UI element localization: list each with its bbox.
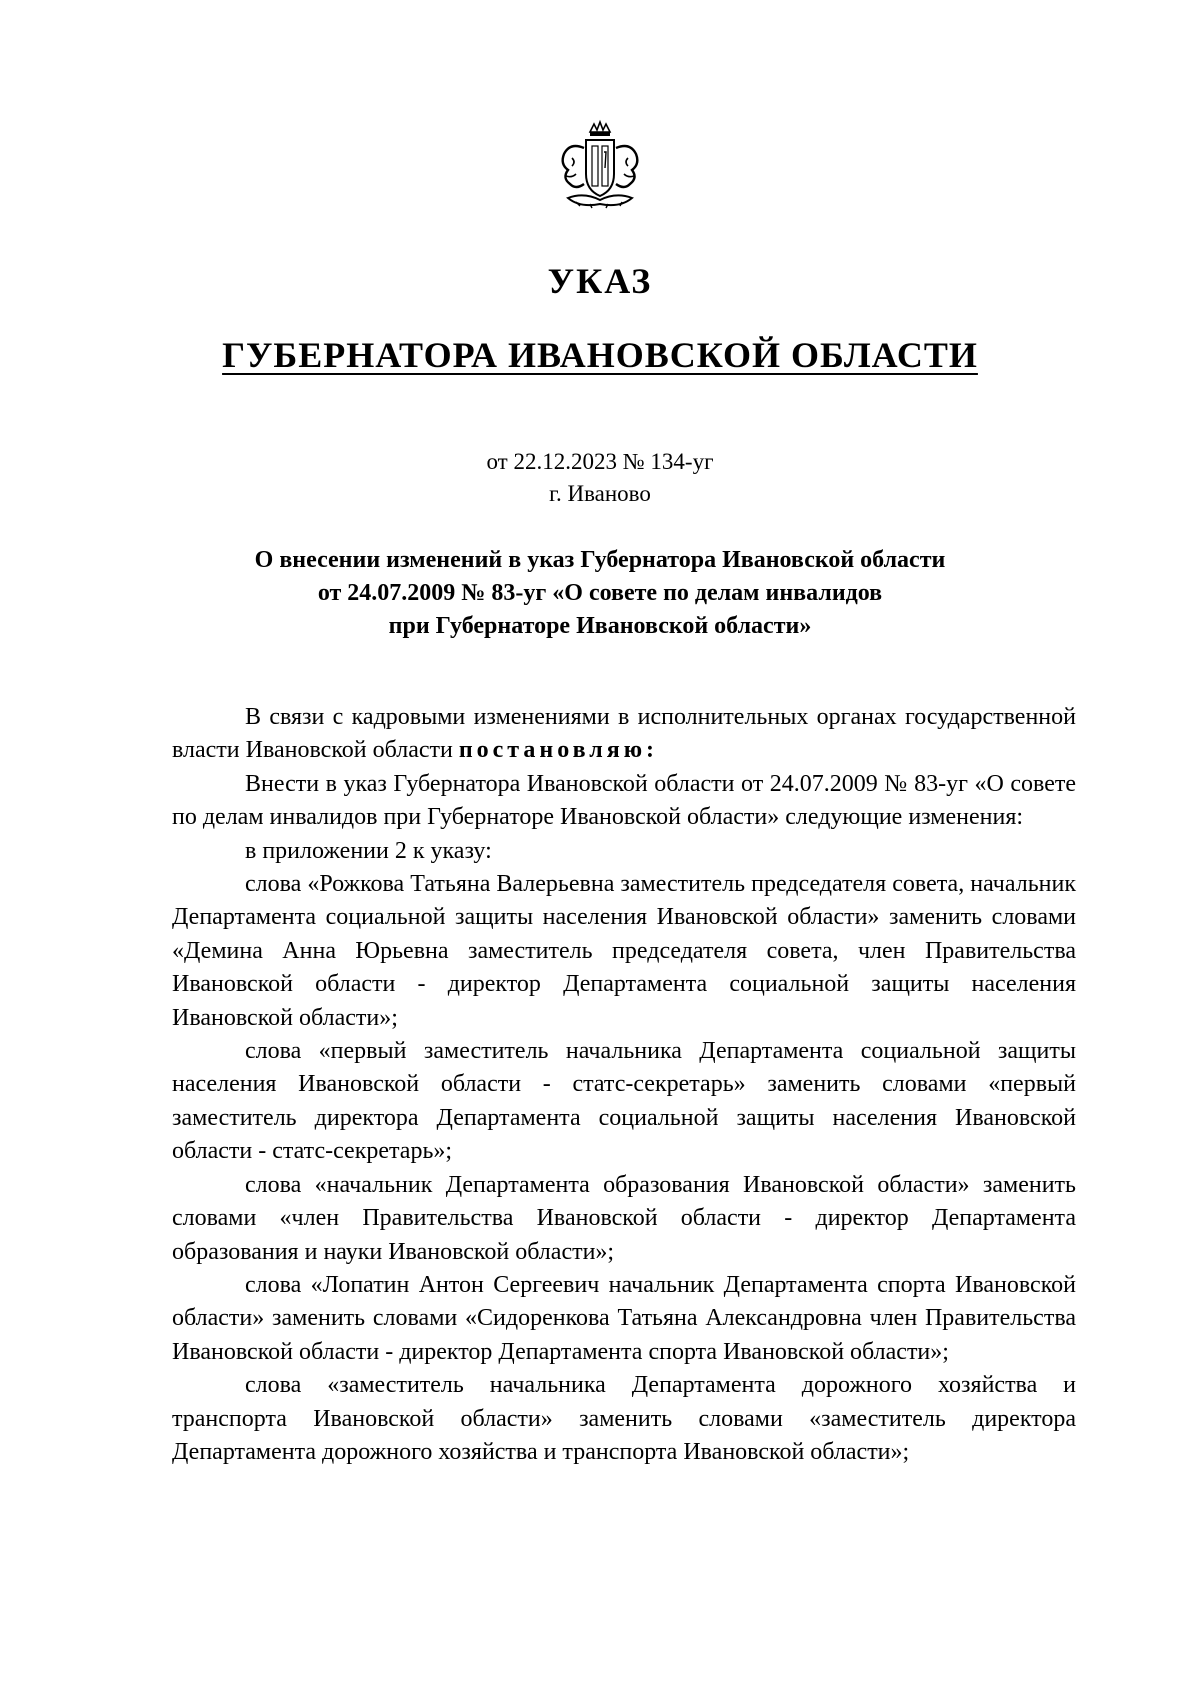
preamble-paragraph [172,701,1076,768]
issuing-authority-title [0,337,1200,373]
body-paragraph: в приложении 2 к указу: [245,837,492,864]
body-paragraph: слова «заместитель начальника Департамента дорожного хозяйства и транспорта Ивановской области» заменить словами «заместитель директора Департамента дорожного хозяйства и транспорта Ивановской области»; [172,1372,1076,1465]
body-paragraph: слова «начальник Департамента образования Ивановской области» заменить словами «член Правительства Ивановской области - директор Департамента образования и науки Ивановской области»; [172,1171,1076,1265]
heading-line: от 24.07.2009 № 83-уг «О совете по делам инвалидов [317,580,883,606]
decree-word: постановляю: [458,737,659,764]
issuing-authority-text: ГУБЕРНАТОРА ИВАНОВСКОЙ ОБЛАСТИ [222,335,978,375]
preamble-text: В связи с кадровыми изменениями в исполнительных органах государственной власти Ивановской области [172,704,1076,764]
heading-line: О внесении изменений в указ Губернатора Ивановской области [254,547,946,573]
heading-line: при Губернаторе Ивановской области» [388,613,812,639]
document-type-title: УКАЗ [547,261,653,301]
issue-city: г. Иваново [549,481,651,506]
date-and-number: от 22.12.2023 № 134-уг [486,449,714,474]
coat-of-arms-icon [550,118,650,218]
document-body [172,701,1076,1469]
body-paragraph: слова «первый заместитель начальника Департамента социальной защиты населения Ивановской области - статс-секретарь» заменить словами «первый заместитель директора Департамента социальной защиты населения Ивановской области - статс-секретарь»; [172,1038,1076,1165]
body-paragraph: Внести в указ Губернатора Ивановской области от 24.07.2009 № 83-уг «О совете по делам инвалидов при Губернаторе Ивановской области» следующие изменения: [172,770,1076,831]
document-heading [0,544,1200,643]
body-paragraph: слова «Лопатин Антон Сергеевич начальник Департамента спорта Ивановской области» заменить словами «Сидоренкова Татьяна Александровна член Правительства Ивановской области - директор Департамента спорта Ивановской области»; [172,1271,1076,1365]
body-paragraph: слова «Рожкова Татьяна Валерьевна заместитель председателя совета, начальник Департамента социальной защиты населения Ивановской области» заменить словами «Демина Анна Юрьевна заместитель председателя совета, член Правительства Ивановской области - директор Департамента социальной защиты населения Ивановской области»; [172,871,1076,1031]
